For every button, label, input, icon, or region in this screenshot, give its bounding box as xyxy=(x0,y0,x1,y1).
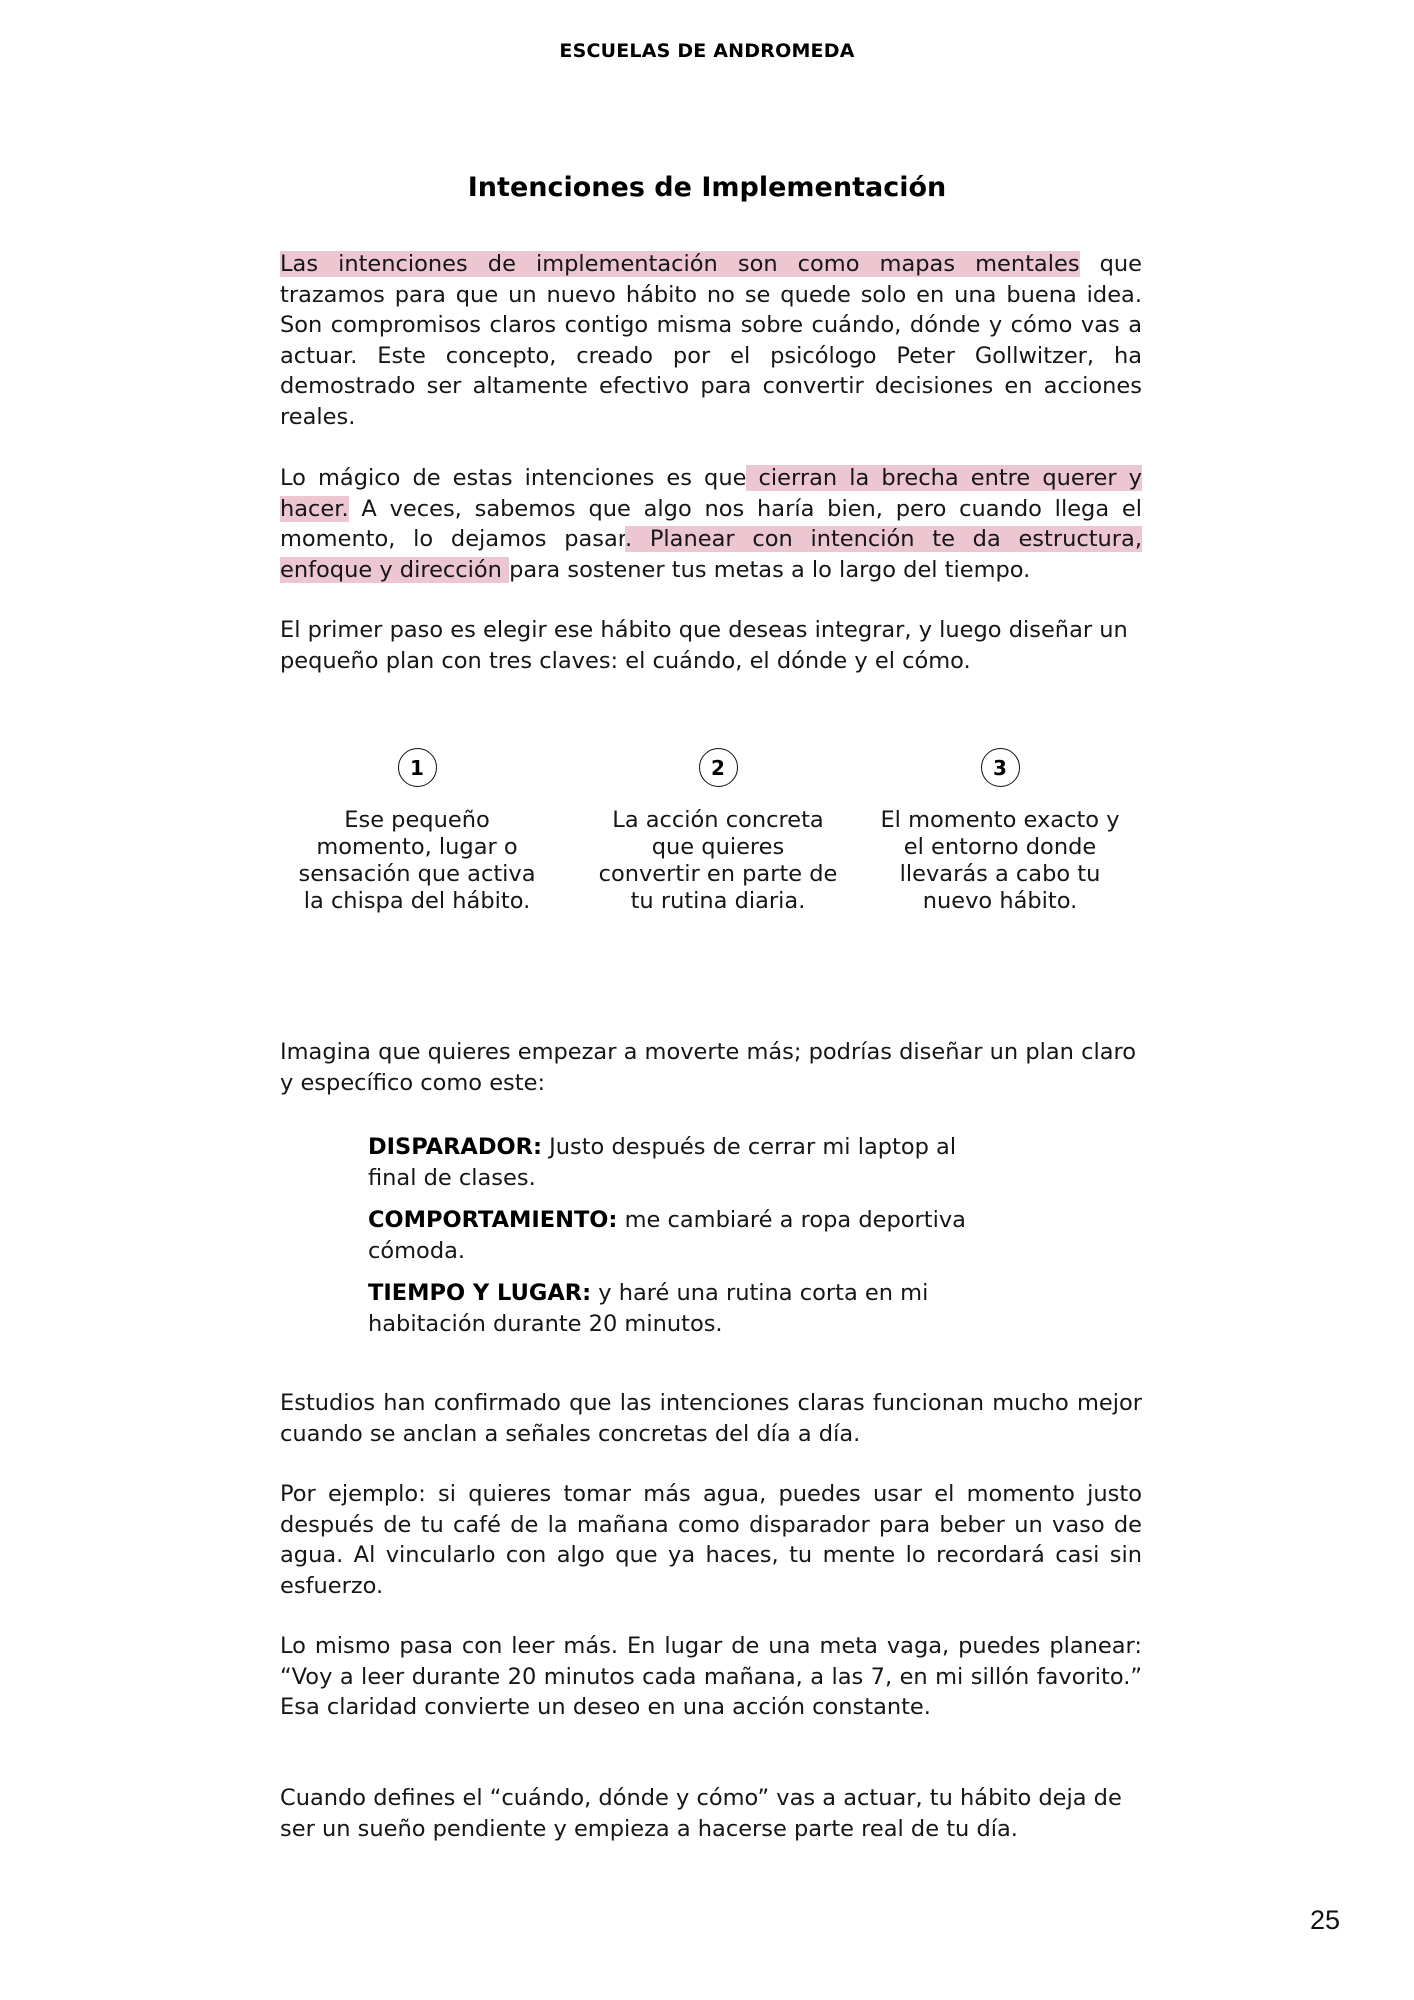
plan-item-behavior xyxy=(368,1205,1008,1267)
step-number-circle-icon: 2 xyxy=(699,748,738,787)
plan-text: me cambiaré a ropa deportiva cómoda. xyxy=(368,1207,966,1264)
step-description: La acción concreta que quieres convertir en parte de tu rutina diaria. xyxy=(598,807,838,914)
step-description: Ese pequeño momento, lugar o sensación que activa la chispa del hábito. xyxy=(298,807,536,914)
highlighted-text: Las intenciones de implementación son como mapas mentales xyxy=(280,251,1080,277)
plan-text: y haré una rutina corta en mi habitación durante 20 minutos. xyxy=(368,1280,929,1337)
paragraph-example-intro: Imagina que quieres empezar a moverte más; podrías diseñar un plan claro y específico como este: xyxy=(280,1039,1136,1096)
step-number-circle-icon: 1 xyxy=(398,748,437,787)
paragraph-intro xyxy=(280,249,1142,433)
plan-text: Justo después de cerrar mi laptop al final de clases. xyxy=(368,1134,957,1191)
paragraph-text: A veces, sabemos que algo nos haría bien, pero cuando llega el momento, lo dejamos pasar xyxy=(280,495,1142,553)
plan-label: DISPARADOR: xyxy=(368,1134,542,1160)
paragraph-text: para sostener tus metas a lo largo del tiempo. xyxy=(509,556,1031,583)
plan-label: COMPORTAMIENTO: xyxy=(368,1207,618,1233)
paragraph-conclusion: Cuando defines el “cuándo, dónde y cómo” vas a actuar, tu hábito deja de ser un sueño pendiente y empieza a hacerse parte real de tu día. xyxy=(280,1785,1122,1842)
step-number-circle-icon: 3 xyxy=(981,748,1020,787)
three-keys-diagram xyxy=(280,748,1142,968)
step-trigger xyxy=(297,748,537,915)
paragraph-reading-example: Lo mismo pasa con leer más. En lugar de una meta vaga, puedes planear: “Voy a leer durante 20 minutos cada mañana, a las 7, en mi sillón favorito.” Esa claridad convierte un deseo en una acción constante. xyxy=(280,1633,1142,1721)
step-behavior xyxy=(598,748,838,915)
running-header: ESCUELAS DE ANDROMEDA xyxy=(559,40,855,62)
paragraph-magic xyxy=(280,463,1142,585)
paragraph-text: que trazamos para que un nuevo hábito no se quede solo en una buena idea. Son compromisos claros contigo misma sobre cuándo, dónde y cómo vas a actuar. Este concepto, creado por el psicólogo Peter Gollwitzer, ha demostrado ser altamente efectivo para convertir decisiones en acciones reales. xyxy=(280,251,1142,430)
plan-item-trigger xyxy=(368,1132,1008,1194)
section-title: Intenciones de Implementación xyxy=(467,172,947,203)
paragraph-water-example: Por ejemplo: si quieres tomar más agua, puedes usar el momento justo después de tu café de la mañana como disparador para beber un vaso de agua. Al vincularlo con algo que ya haces, tu mente lo recordará casi sin esfuerzo. xyxy=(280,1481,1142,1599)
paragraph-first-step: El primer paso es elegir ese hábito que deseas integrar, y luego diseñar un pequeño plan con tres claves: el cuándo, el dónde y el cómo. xyxy=(280,617,1128,674)
highlighted-text: cierran la brecha entre querer y hacer. xyxy=(280,465,1142,522)
plan-item-time-place xyxy=(368,1278,1008,1340)
step-time-place xyxy=(880,748,1120,915)
plan-label: TIEMPO Y LUGAR: xyxy=(368,1280,592,1306)
paragraph-text: Lo mágico de estas intenciones es que xyxy=(280,465,747,491)
page-number: 25 xyxy=(1310,1905,1341,1935)
paragraph-studies: Estudios han confirmado que las intenciones claras funcionan mucho mejor cuando se anclan a señales concretas del día a día. xyxy=(280,1390,1142,1447)
step-description: El momento exacto y el entorno donde llevarás a cabo tu nuevo hábito. xyxy=(880,807,1120,914)
highlighted-text: . Planear con intención te da estructura, enfoque y dirección xyxy=(280,526,1142,583)
